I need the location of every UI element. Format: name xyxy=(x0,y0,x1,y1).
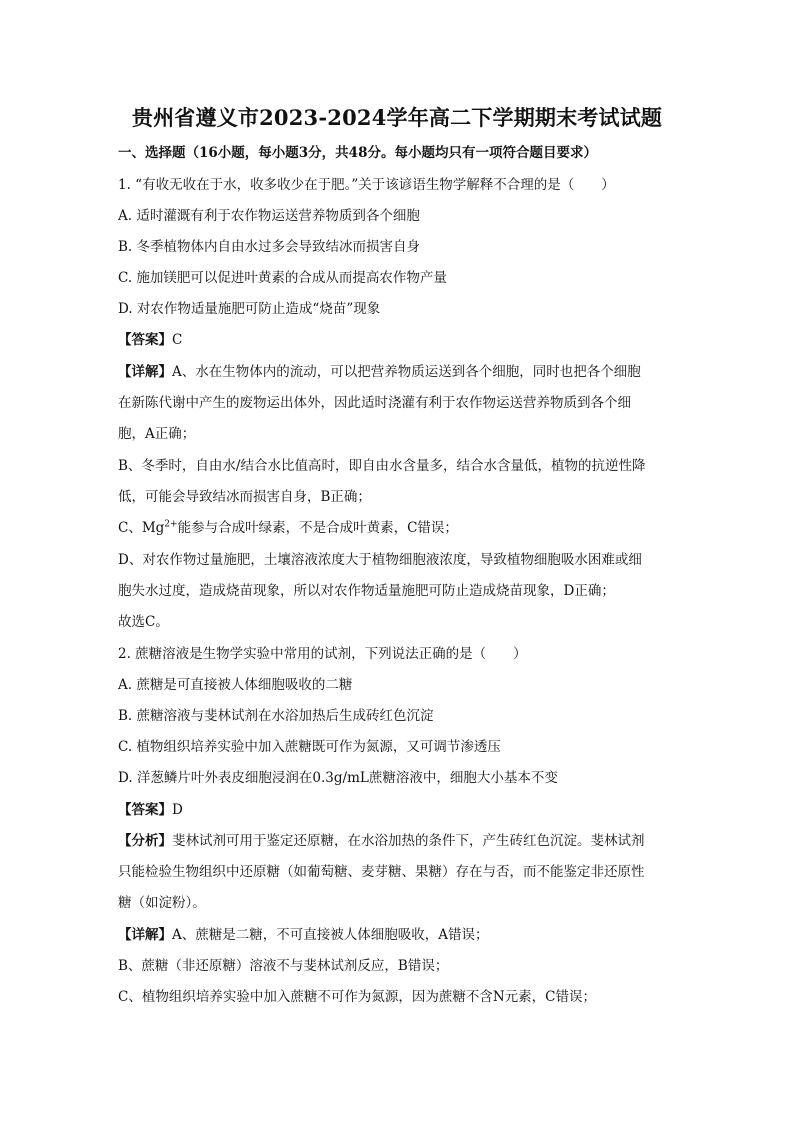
section-heading: 一、选择题（16小题，每小题3分，共48分。每小题均只有一项符合题目要求） xyxy=(118,145,597,161)
answer-value: D xyxy=(172,802,183,818)
answer-tag: 【答案】 xyxy=(118,802,172,818)
answer-value: C xyxy=(172,332,183,348)
q1-detail-line: 胞，A正确； xyxy=(118,426,196,442)
q2-detail-line: 【详解】A、蔗糖是二糖，不可直接被人体细胞吸收，A错误； xyxy=(118,927,489,943)
q2-option-c: C. 植物组织培养实验中加入蔗糖既可作为氮源，又可调节渗透压 xyxy=(118,739,501,755)
q1-detail-line: 胞失水过度，造成烧苗现象，所以对农作物适量施肥可防止造成烧苗现象，D正确； xyxy=(118,583,615,599)
q2-option-d: D. 洋葱鳞片叶外表皮细胞浸润在0.3g/mL蔗糖溶液中，细胞大小基本不变 xyxy=(118,770,558,786)
q2-option-a: A. 蔗糖是可直接被人体细胞吸收的二糖 xyxy=(118,677,353,693)
q2-analysis-line: 【分析】斐林试剂可用于鉴定还原糖，在水浴加热的条件下，产生砖红色沉淀。斐林试剂 xyxy=(118,833,645,849)
q2-analysis-line: 糖（如淀粉）。 xyxy=(118,895,206,911)
page-title: 贵州省遵义市2023-2024学年高二下学期期末考试试题 xyxy=(131,105,663,130)
q2-detail-line: B、蔗糖（非还原糖）溶液不与斐林试剂反应，B错误； xyxy=(118,958,449,974)
q2-answer xyxy=(118,800,183,820)
q1-option-c: C. 施加镁肥可以促进叶黄素的合成从而提高农作物产量 xyxy=(118,270,447,286)
q1-answer xyxy=(118,330,182,350)
q2-detail-line: C、植物组织培养实验中加入蔗糖不可作为氮源，因为蔗糖不含N元素，C错误； xyxy=(118,989,596,1005)
analysis-tag: 【分析】 xyxy=(118,833,172,849)
question-2-stem: 2. 蔗糖溶液是生物学实验中常用的试剂，下列说法正确的是（ ） xyxy=(118,646,527,662)
answer-tag: 【答案】 xyxy=(118,332,172,348)
question-1-stem: 1. “有收无收在于水，收多收少在于肥。”关于该谚语生物学解释不合理的是（ ） xyxy=(118,177,615,193)
q1-option-a: A. 适时灌溉有利于农作物运送营养物质到各个细胞 xyxy=(118,208,420,224)
q1-option-d: D. 对农作物适量施肥可防止造成“烧苗”现象 xyxy=(118,301,381,317)
q2-option-b: B. 蔗糖溶液与斐林试剂在水浴加热后生成砖红色沉淀 xyxy=(118,708,434,724)
q1-detail-line: 在新陈代谢中产生的废物运出体外，因此适时浇灌有利于农作物运送营养物质到各个细 xyxy=(118,395,631,411)
detail-tag: 【详解】 xyxy=(118,927,172,943)
q2-analysis-line: 只能检验生物组织中还原糖（如葡萄糖、麦芽糖、果糖）存在与否，而不能鉴定非还原性 xyxy=(118,864,645,880)
q1-conclusion: 故选C。 xyxy=(118,614,169,630)
q1-option-b: B. 冬季植物体内自由水过多会导致结冰而损害自身 xyxy=(118,239,421,255)
q1-detail-line: 【详解】A、水在生物体内的流动，可以把营养物质运送到各个细胞，同时也把各个细胞 xyxy=(118,364,641,380)
q1-detail-line: B、冬季时，自由水/结合水比值高时，即自由水含量多，结合水含量低，植物的抗逆性降 xyxy=(118,458,646,474)
q1-detail-line: D、对农作物过量施肥，土壤溶液浓度大于植物细胞液浓度，导致植物细胞吸水困难或细 xyxy=(118,552,642,568)
q1-detail-line-c: C、$Mg^{2+}$能参与合成叶绿素，不是合成叶黄素，C错误； xyxy=(118,519,458,536)
detail-tag: 【详解】 xyxy=(118,364,172,380)
q1-detail-line: 低，可能会导致结冰而损害自身，B正确； xyxy=(118,489,371,505)
